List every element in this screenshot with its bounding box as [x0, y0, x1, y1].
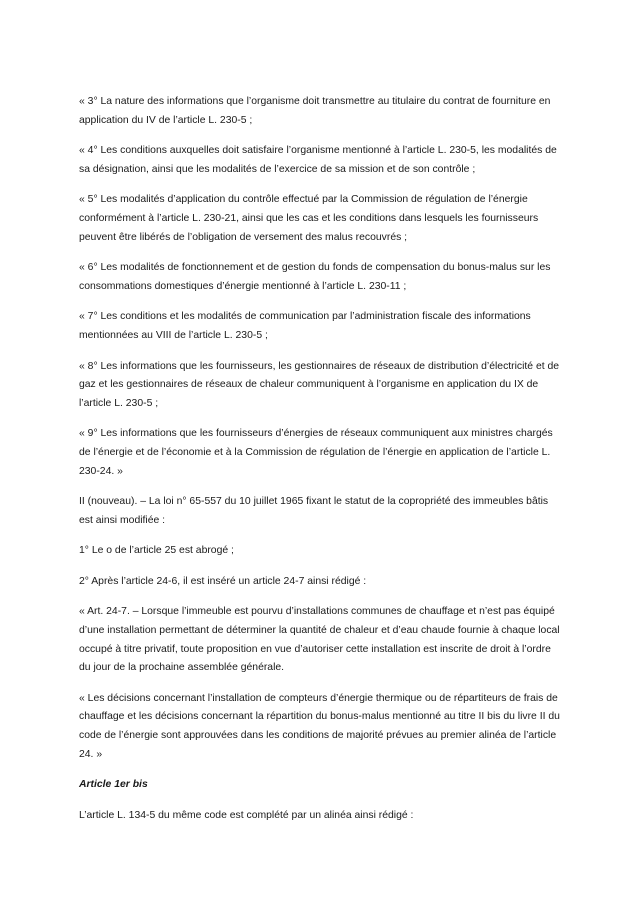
paragraph-section-ii: II (nouveau). – La loi n° 65-557 du 10 juillet 1965 fixant le statut de la copropriété des immeubles bâtis est ainsi modifiée :: [79, 496, 549, 526]
paragraph-item-6: « 6° Les modalités de fonctionnement et de gestion du fonds de compensation du bonus-malus sur les consommations domestiques d’énergie mentionné à l’article L. 230-11 ;: [79, 262, 551, 292]
document-page: [79, 93, 564, 837]
paragraph-item-7: « 7° Les conditions et les modalités de communication par l’administration fiscale des informations mentionnées au VIII de l’article L. 230-5 ;: [79, 311, 531, 341]
paragraph-item-3: « 3° La nature des informations que l’organisme doit transmettre au titulaire du contrat de fourniture en application du IV de l’article L. 230-5 ;: [79, 96, 551, 126]
paragraph-decisions: « Les décisions concernant l’installation de compteurs d’énergie thermique ou de répartiteurs de frais de chauffage et les décisions concernant la répartition du bonus-malus mentionné au titre II bis du livre II du code de l’énergie sont approuvées dans les conditions de majorité prévues au premier alinéa de l’article 24. »: [79, 692, 560, 760]
paragraph-item-8: « 8° Les informations que les fournisseurs, les gestionnaires de réseaux de distribution d’électricité et de gaz et les gestionnaires de réseaux de chaleur communiquent à l’organisme en application du IX de l’article L. 230-5 ;: [79, 360, 560, 409]
paragraph-point-1: 1° Le o de l’article 25 est abrogé ;: [79, 545, 234, 557]
paragraph-article-l134-5: L’article L. 134-5 du même code est complété par un alinéa ainsi rédigé :: [79, 809, 414, 821]
paragraph-art-24-7: « Art. 24-7. – Lorsque l’immeuble est pourvu d’installations communes de chauffage et n’est pas équipé d’une installation permettant de déterminer la quantité de chaleur et d’eau chaude fournie à chaque local occupé à titre privatif, toute proposition en vue d’autoriser cette installation est inscrite de droit à l’ordre du jour de la prochaine assemblée générale.: [79, 606, 560, 674]
article-heading: Article 1er bis: [79, 779, 148, 791]
paragraph-item-4: « 4° Les conditions auxquelles doit satisfaire l’organisme mentionné à l’article L. 230-5, les modalités de sa désignation, ainsi que les modalités de l’exercice de sa mission et de son contrôle ;: [79, 145, 557, 175]
paragraph-point-2: 2° Après l’article 24-6, il est inséré un article 24-7 ainsi rédigé :: [79, 575, 367, 587]
paragraph-item-9: « 9° Les informations que les fournisseurs d’énergies de réseaux communiquent aux ministres chargés de l’énergie et de l’économie et à la Commission de régulation de l’énergie en application de l’article L. 230-24. »: [79, 428, 553, 477]
paragraph-item-5: « 5° Les modalités d’application du contrôle effectué par la Commission de régulation de l’énergie conformément à l’article L. 230-21, ainsi que les cas et les conditions dans lesquels les fournisseurs peuvent être libérés de l’obligation de versement des malus recouvrés ;: [79, 194, 539, 243]
